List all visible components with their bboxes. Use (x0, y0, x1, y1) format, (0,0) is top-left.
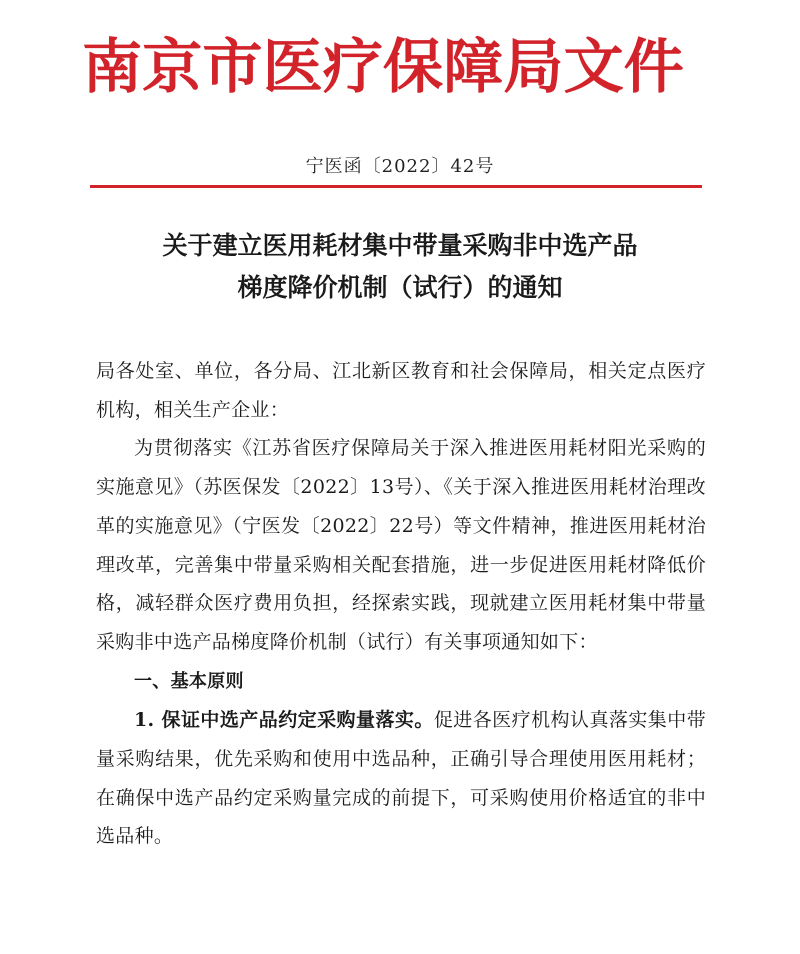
addressee-paragraph: 局各处室、单位，各分局、江北新区教育和社会保障局，相关定点医疗机构，相关生产企业： (96, 360, 706, 421)
principle-item-1-text: 促进各医疗机构认真落实集中带量采购结果，优先采购和使用中选品种，正确引导合理使用医用耗材；在确保中选产品约定采购量完成的前提下，可采购使用价格适宜的非中选品种。 (96, 709, 706, 848)
notice-title (0, 225, 800, 309)
letterhead-title: 南京市医疗保障局文件 (82, 32, 684, 101)
notice-title-line1: 关于建立医用耗材集中带量采购非中选产品 (162, 231, 638, 260)
document-body (96, 352, 706, 856)
section-heading (96, 662, 706, 702)
intro-paragraph: 为贯彻落实《江苏省医疗保障局关于深入推进医用耗材阳光采购的实施意见》（苏医保发〔2022〕13号）、《关于深入推进医用耗材治理改革的实施意见》（宁医发〔2022〕22号）等文件精神，推进医用耗材治理改革，完善集中带量采购相关配套措施，进一步促进医用耗材降低价格，减轻群众医疗费用负担，经探索实践，现就建立医用耗材集中带量采购非中选产品梯度降价机制（试行）有关事项通知如下： (96, 437, 706, 653)
document-number: 宁医函〔2022〕42号 (305, 156, 495, 177)
section1-heading: 一、基本原则 (134, 670, 244, 692)
red-divider-rule (90, 185, 702, 188)
notice-title-line2: 梯度降价机制（试行）的通知 (237, 273, 563, 302)
principle-item-1 (96, 701, 706, 856)
principle-item-1-lead: 1. 保证中选产品约定采购量落实。 (134, 709, 434, 732)
